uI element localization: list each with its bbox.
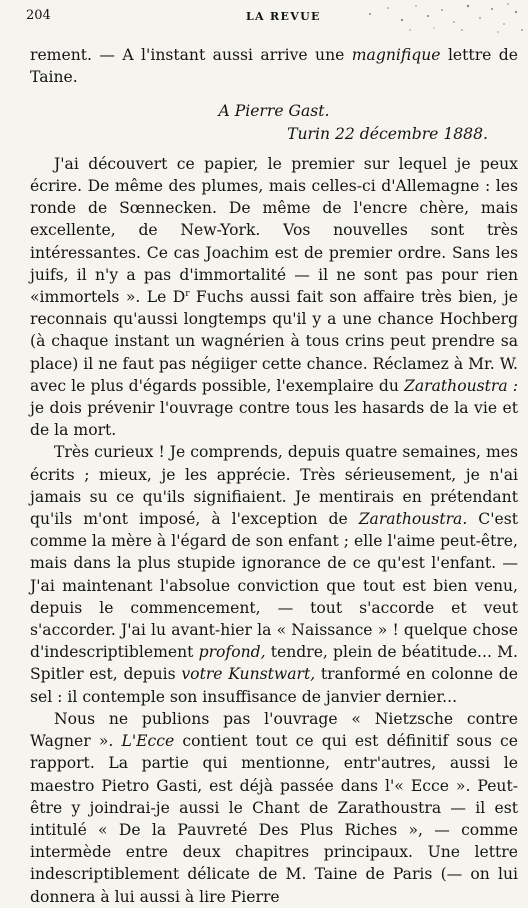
body-text	[30, 44, 518, 908]
letter-salutation: A Pierre Gast.	[218, 102, 330, 121]
paragraph-2: Très curieux ! Je comprends, depuis quatre semaines, mes écrits ; mieux, je les apprécie. Très sérieusement, je n'ai jamais su ce qu'ils signifiaient. Je mentirais en prétendant qu'ils m'ont imposé, à l'exception de Zarathoustra. C'est comme la mère à l'égard de son enfant ; elle l'aime peut-être, mais dans la plus stupide ignorance de ce qu'est l'enfant. — J'ai maintenant l'absolue conviction que tout est bien venu, depuis le commencement, — tout s'accorde et veut s'accorder. J'ai lu avant-hier la « Naissance » ! quelque chose d'indescriptiblement profond, tendre, plein de béatitude... M. Spitler est, depuis votre Kunstwart, tranformé en colonne de sel : il contemple son insuffisance de janvier dernier...	[30, 443, 519, 706]
paragraph-1: J'ai découvert ce papier, le premier sur lequel je peux écrire. De même des plumes, mais celles-ci d'Allemagne : les ronde de Sœnnecken. De même de l'encre chère, mais excellente, de New-York. Vos nouvelles sont très intéressantes. Ce cas Joachim est de premier ordre. Sans les juifs, il n'y a pas d'immortalité — il ne sont pas pour rien «immortels ». Le $D^r$ Fuchs aussi fait son affaire très bien, je reconnais qu'aussi longtemps qu'il y a une chance Hochberg (à chaque instant un wagnérien à tous crins peut prendre sa place) il ne faut pas négiiger cette chance. Réclamez à Mr. W. avec le plus d'égards possible, l'exemplaire du Zarathoustra : je dois prévenir l'ouvrage contre tous les hasards de la vie et de la mort.	[30, 154, 518, 440]
continuation-line: rement. — A l'instant aussi arrive une magnifique lettre de Taine.	[30, 46, 518, 87]
letter-dateline: Turin 22 décembre 1888.	[287, 124, 488, 143]
page-header	[26, 8, 518, 28]
page-number: 204	[26, 8, 51, 23]
running-title: LA REVUE	[246, 10, 321, 23]
paragraph-3: Nous ne publions pas l'ouvrage « Nietzsche contre Wagner ». L'Ecce contient tout ce qui est définitif sous ce rapport. La partie qui mentionne, entr'autres, aussi le maestro Pietro Gasti, est déjà passée dans l'« Ecce ». Peut-être y joindrai-je aussi le Chant de Zarathoustra — il est intitulé « De la Pauvreté Des Plus Riches », — comme intermède entre deux chapitres principaux. Une lettre indescriptiblement délicate de M. Taine de Paris (— on lui donnera à lui aussi à lire Pierre	[30, 709, 518, 906]
